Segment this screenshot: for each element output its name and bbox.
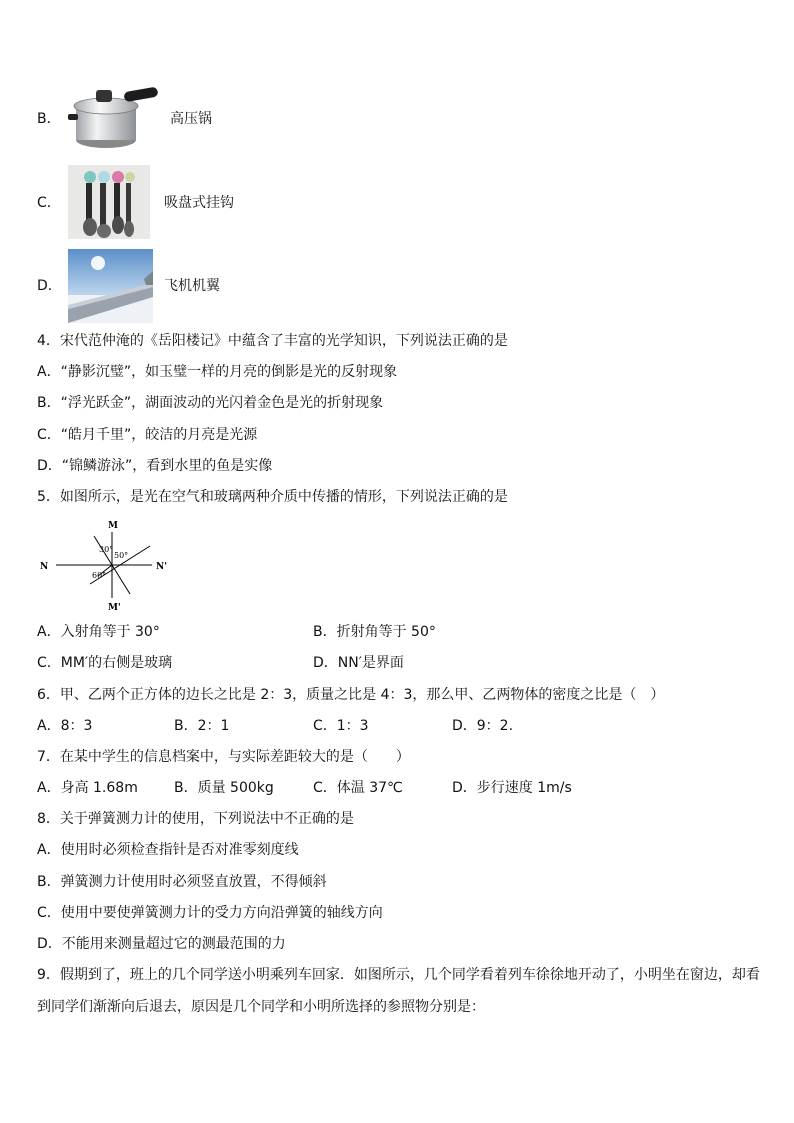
diagram-angle-50: 50°: [114, 551, 129, 560]
q4-stem: 4．宋代范仲淹的《岳阳楼记》中蕴含了丰富的光学知识，下列说法正确的是: [37, 333, 508, 349]
option-d-caption: 飞机机翼: [164, 278, 220, 294]
q4-option-b: B．“浮光跃金”，湖面波动的光闪着金色是光的折射现象: [37, 395, 384, 411]
q8-stem: 8．关于弹簧测力计的使用，下列说法中不正确的是: [37, 811, 354, 827]
airplane-wing-photo: [68, 249, 153, 323]
option-c-letter: C．: [37, 195, 61, 211]
q7-option-c: C．体温 37℃: [313, 780, 403, 796]
q6-option-d: D．9：2.: [452, 718, 514, 734]
diagram-label-m-prime: M': [108, 603, 121, 612]
q6-stem: 6．甲、乙两个正方体的边长之比是 2：3，质量之比是 4：3，那么甲、乙两物体的密度之比是（ ）: [37, 687, 665, 703]
q7-option-a: A．身高 1.68m: [37, 780, 138, 796]
diagram-label-n-prime: N': [156, 562, 167, 572]
diagram-angle-30: 30°: [99, 545, 114, 554]
q8-option-c: C．使用中要使弹簧测力计的受力方向沿弹簧的轴线方向: [37, 905, 383, 921]
q8-option-d: D．不能用来测量超过它的测最范围的力: [37, 936, 286, 952]
diagram-angle-60: 60°: [92, 571, 107, 580]
pressure-cooker-photo: [66, 84, 160, 152]
option-c-caption: 吸盘式挂钩: [164, 195, 234, 211]
option-b-letter: B．: [37, 111, 61, 127]
q4-option-c: C．“皓月千里”，皎洁的月亮是光源: [37, 427, 258, 443]
q4-option-a: A．“静影沉璧”，如玉璧一样的月亮的倒影是光的反射现象: [37, 364, 398, 380]
q6-option-a: A．8：3: [37, 718, 93, 734]
q9-stem-line1: 9．假期到了，班上的几个同学送小明乘列车回家．如图所示，几个同学看着列车徐徐地开动了，小明坐在窗边，却看: [37, 967, 760, 983]
q8-option-a: A．使用时必须检查指针是否对准零刻度线: [37, 842, 299, 858]
q5-option-c: C．MM′的右侧是玻璃: [37, 655, 173, 671]
option-d-letter: D．: [37, 278, 62, 294]
q5-stem: 5．如图所示，是光在空气和玻璃两种介质中传播的情形，下列说法正确的是: [37, 489, 508, 505]
q5-option-d: D．NN′是界面: [313, 655, 404, 671]
q4-option-d: D．“锦鳞游泳”，看到水里的鱼是实像: [37, 458, 273, 474]
q9-stem-line2: 到同学们渐渐向后退去，原因是几个同学和小明所选择的参照物分别是：: [37, 999, 485, 1015]
refraction-diagram: [38, 518, 178, 612]
suction-hooks-photo: [68, 165, 150, 239]
q6-option-c: C．1：3: [313, 718, 369, 734]
diagram-label-m: M: [108, 521, 118, 531]
option-b-caption: 高压锅: [170, 111, 212, 127]
q8-option-b: B．弹簧测力计使用时必须竖直放置，不得倾斜: [37, 874, 327, 890]
q7-option-b: B．质量 500kg: [174, 780, 274, 796]
diagram-label-n: N: [40, 562, 49, 572]
q7-stem: 7．在某中学生的信息档案中，与实际差距较大的是（ ）: [37, 749, 410, 765]
q6-option-b: B．2：1: [174, 718, 230, 734]
q5-option-b: B．折射角等于 50°: [313, 624, 436, 640]
q7-option-d: D．步行速度 1m/s: [452, 780, 572, 796]
q5-option-a: A．入射角等于 30°: [37, 624, 160, 640]
